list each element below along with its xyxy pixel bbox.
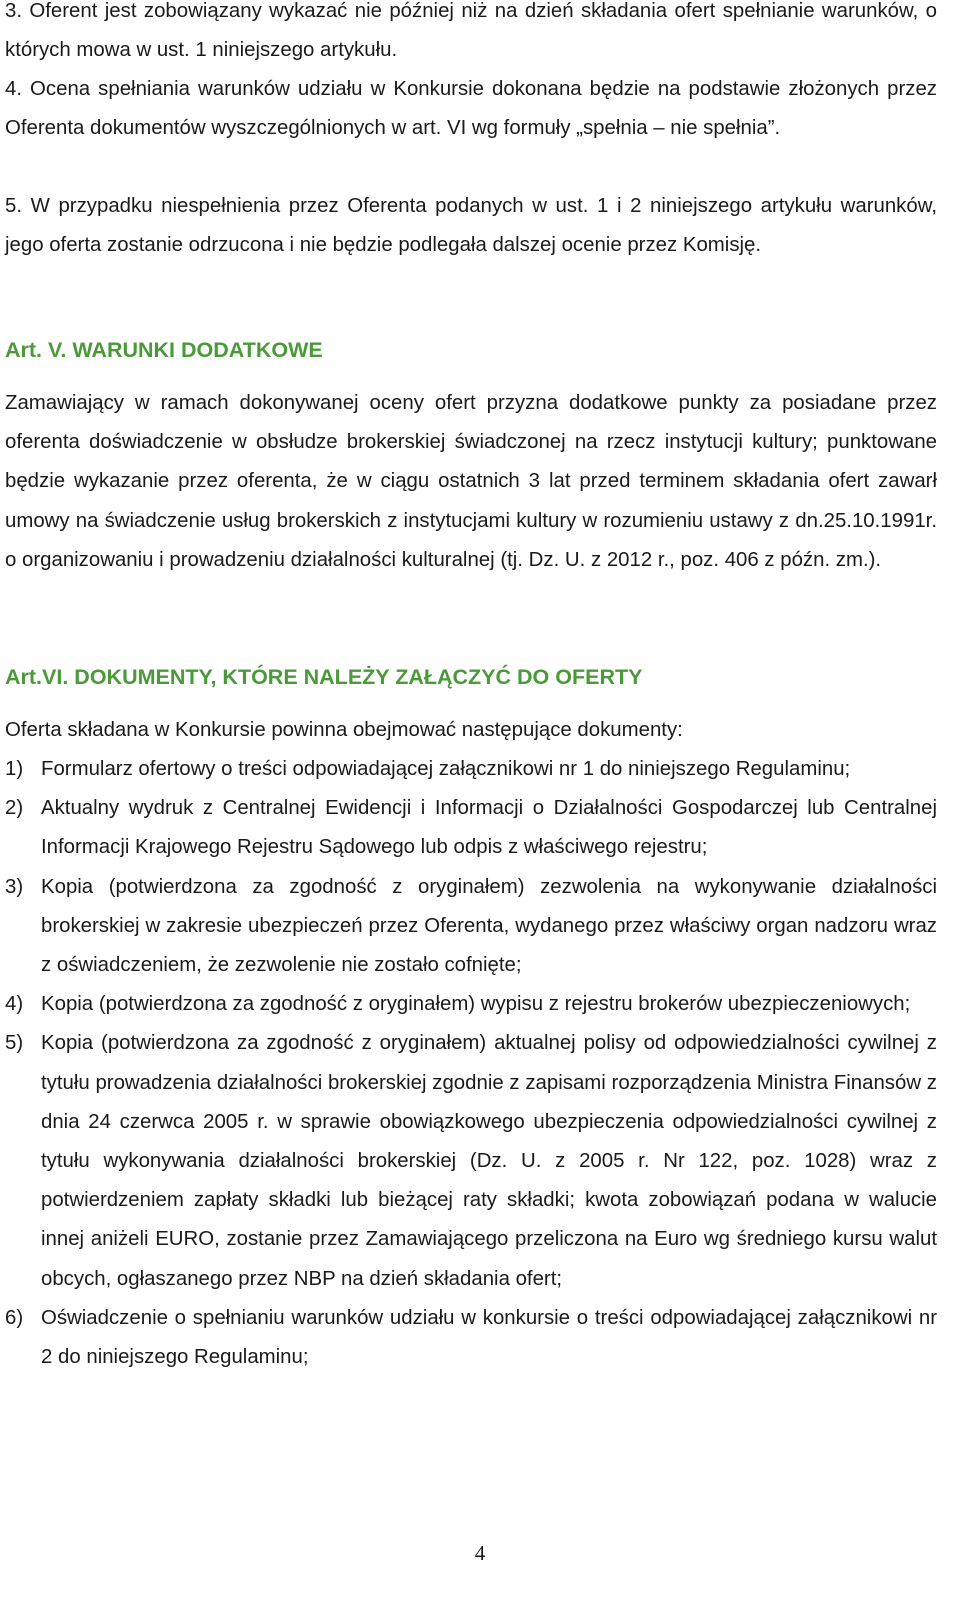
- list-item-number: 3): [5, 875, 24, 898]
- list-item: [5, 1024, 937, 1298]
- list-item-number: 5): [5, 1032, 24, 1055]
- paragraph-4: 4. Ocena spełniania warunków udziału w Konkursie dokonana będzie na podstawie złożonych przez Oferenta dokumentów wyszczególnionych w art. VI wg formuły „spełnia – nie spełnia”.: [5, 78, 937, 140]
- list-item-number: 6): [5, 1306, 24, 1329]
- list-item: [5, 750, 937, 789]
- list-item: [5, 1299, 937, 1377]
- list-item-text: Kopia (potwierdzona za zgodność z oryginałem) zezwolenia na wykonywanie działalności brokerskiej w zakresie ubezpieczeń przez Oferenta, wydanego przez właściwy organ nadzoru wraz z oświadczeniem, że zezwolenie nie zostało cofnięte;: [41, 875, 937, 977]
- art5-heading: Art. V. WARUNKI DODATKOWE: [5, 338, 323, 362]
- art6-heading: Art.VI. DOKUMENTY, KTÓRE NALEŻY ZAŁĄCZYĆ DO OFERTY: [5, 665, 643, 689]
- list-item-text: Aktualny wydruk z Centralnej Ewidencji i Informacji o Działalności Gospodarczej lub Centralnej Informacji Krajowego Rejestru Sądowego lub odpis z właściwego rejestru;: [41, 797, 937, 859]
- list-item-number: 2): [5, 797, 24, 820]
- paragraph-5: 5. W przypadku niespełnienia przez Oferenta podanych w ust. 1 i 2 niniejszego artykułu warunków, jego oferta zostanie odrzucona i nie będzie podlegała dalszej ocenie przez Komisję.: [5, 195, 937, 257]
- list-item-text: Kopia (potwierdzona za zgodność z oryginałem) aktualnej polisy od odpowiedzialności cywilnej z tytułu prowadzenia działalności brokerskiej zgodnie z zapisami rozporządzenia Ministra Finansów z dnia 24 czerwca 2005 r. w sprawie obowiązkowego ubezpieczenia odpowiedzialności cywilnej z tytułu wykonywania działalności brokerskiej (Dz. U. z 2005 r. Nr 122, poz. 1028) wraz z potwierdzeniem zapłaty składki lub bieżącej raty składki; kwota zobowiązań podana w walucie innej aniżeli EURO, zostanie przez Zamawiającego przeliczona na Euro wg średniego kursu walut obcych, ogłaszanego przez NBP na dzień składania ofert;: [41, 1032, 937, 1290]
- art6-intro: Oferta składana w Konkursie powinna obejmować następujące dokumenty:: [5, 719, 683, 741]
- list-item: [5, 868, 937, 986]
- page-number: 4: [474, 1541, 486, 1565]
- list-item: [5, 789, 937, 867]
- list-item-text: Kopia (potwierdzona za zgodność z oryginałem) wypisu z rejestru brokerów ubezpieczeniowych;: [41, 993, 911, 1016]
- list-item-text: Formularz ofertowy o treści odpowiadającej załącznikowi nr 1 do niniejszego Regulaminu;: [41, 758, 851, 780]
- list-item-text: Oświadczenie o spełnianiu warunków udziału w konkursie o treści odpowiadającej załącznikowi nr 2 do niniejszego Regulaminu;: [41, 1306, 937, 1369]
- list-item-number: 4): [5, 993, 24, 1016]
- documents-list: [5, 750, 937, 1377]
- art5-body: Zamawiający w ramach dokonywanej oceny ofert przyzna dodatkowe punkty za posiadane przez oferenta doświadczenie w obsłudze brokerskiej świadczonej na rzecz instytucji kultury; punktowane będzie wykazanie przez oferenta, że w ciągu ostatnich 3 lat przed terminem składania ofert zawarł umowy na świadczenie usług brokerskich z instytucjami kultury w rozumieniu ustawy z dn.25.10.1991r. o organizowaniu i prowadzeniu działalności kulturalnej (tj. Dz. U. z 2012 r., poz. 406 z późn. zm.).: [5, 392, 937, 571]
- paragraph-3: 3. Oferent jest zobowiązany wykazać nie później niż na dzień składania ofert spełnianie warunków, o których mowa w ust. 1 niniejszego artykułu.: [5, 0, 937, 62]
- list-item: [5, 985, 937, 1024]
- list-item-number: 1): [5, 758, 24, 780]
